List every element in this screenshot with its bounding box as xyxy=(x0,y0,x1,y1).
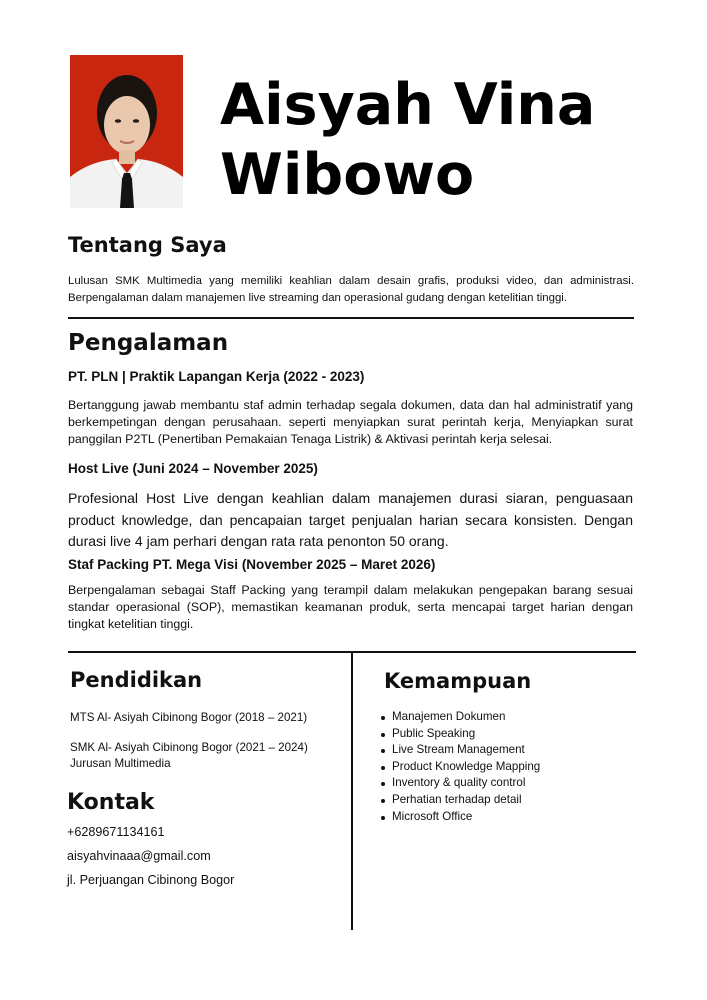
contact-address: jl. Perjuangan Cibinong Bogor xyxy=(67,873,235,887)
contact-title: Kontak xyxy=(67,790,155,815)
job-title: PT. PLN | Praktik Lapangan Kerja (2022 - 2023) xyxy=(68,369,365,384)
education-school: SMK Al- Asiyah Cibinong Bogor (2021 – 2024) xyxy=(70,741,308,754)
skill-item: Public Speaking xyxy=(380,726,540,743)
profile-photo xyxy=(70,55,183,208)
contact-email: aisyahvinaaa@gmail.com xyxy=(67,849,211,863)
contact-phone: +6289671134161 xyxy=(67,825,165,839)
job-description: Profesional Host Live dengan keahlian dalam manajemen durasi siaran, penguasaan product knowledge, dan pencapaian target penjualan harian secara konsisten. Dengan durasi live 4 jam perhari dengan rata rata penonton 50 orang. xyxy=(68,490,633,549)
skill-item: Manajemen Dokumen xyxy=(380,709,540,726)
column-divider xyxy=(351,652,353,930)
name-line-1: Aisyah Vina xyxy=(220,72,596,138)
education-item xyxy=(70,740,308,772)
job-title: Staf Packing PT. Mega Visi (November 2025 – Maret 2026) xyxy=(68,557,436,572)
education-major: Jurusan Multimedia xyxy=(70,757,171,770)
portrait-image xyxy=(70,55,183,208)
skill-item: Inventory & quality control xyxy=(380,775,540,792)
job-title: Host Live (Juni 2024 – November 2025) xyxy=(68,461,318,476)
skills-title: Kemampuan xyxy=(384,669,532,693)
skill-item: Product Knowledge Mapping xyxy=(380,759,540,776)
experience-title: Pengalaman xyxy=(68,330,229,356)
name-line-2: Wibowo xyxy=(220,142,475,208)
skills-list xyxy=(380,709,540,825)
about-title: Tentang Saya xyxy=(68,233,227,257)
job-description: Berpengalaman sebagai Staff Packing yang terampil dalam melakukan pengepakan barang sesuai standar operasional (SOP), memastikan keamanan produk, serta mencapai target harian dengan tingkat ketelitian tinggi. xyxy=(68,583,633,631)
education-title: Pendidikan xyxy=(70,668,203,692)
education-item xyxy=(70,710,307,726)
candidate-name xyxy=(220,70,690,210)
section-divider xyxy=(68,317,634,319)
job-description: Bertanggung jawab membantu staf admin terhadap segala dokumen, data dan hal administratif yang berkempetingan dengan perusahaan. seperti menyiapkan surat perintah kerja, Menyiapkan surat panggilan P2TL (Penertiban Pemakaian Tenaga Listrik) & Aktivasi perintah kerja selesai. xyxy=(68,398,633,446)
skill-item: Perhatian terhadap detail xyxy=(380,792,540,809)
education-school: MTS Al- Asiyah Cibinong Bogor (2018 – 2021) xyxy=(70,711,308,724)
about-text: Lulusan SMK Multimedia yang memiliki keahlian dalam desain grafis, produksi video, dan administrasi. Berpengalaman dalam manajemen live streaming dan operasional gudang dengan ketelitian tinggi. xyxy=(68,275,634,304)
skill-item: Microsoft Office xyxy=(380,809,540,826)
skill-item: Live Stream Management xyxy=(380,742,540,759)
